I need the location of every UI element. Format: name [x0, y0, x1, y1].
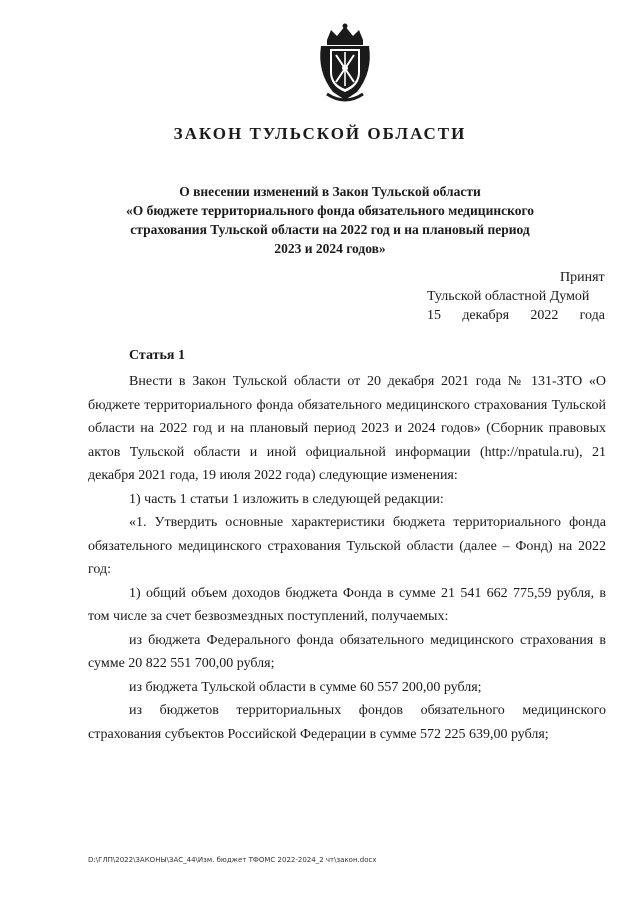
tula-coat-of-arms-emblem	[313, 22, 377, 104]
paragraph: 1) часть 1 статьи 1 изложить в следующей редакции:	[129, 491, 444, 507]
adopted-year-word: года	[579, 308, 605, 323]
paragraph: 1) общий объем доходов бюджета Фонда в сумме 21 541 662 775,59 рубля, в том числе за счет безвозмездных поступлений, получаемых:	[88, 585, 606, 624]
heading-line: страхования Тульской области на 2022 год и на плановый период	[130, 222, 530, 237]
paragraph: из бюджета Федерального фонда обязательного медицинского страхования в сумме 20 822 551 700,00 рубля;	[88, 632, 606, 671]
adopted-label: Принят	[560, 270, 605, 285]
paragraph: из бюджета Тульской области в сумме 60 557 200,00 рубля;	[129, 679, 482, 695]
file-path-footer: D:\ГЛП\2022\ЗАКОНЫ\ЗАС_44\Изм. бюджет ТФОМС 2022-2024_2 чт\закон.docx	[88, 856, 377, 864]
heading-line: О внесении изменений в Закон Тульской области	[179, 184, 481, 199]
adopted-month: декабря	[462, 308, 510, 323]
paragraph: Внести в Закон Тульской области от 20 декабря 2021 года № 131-ЗТО «О бюджете территориального фонда обязательного медицинского страхования Тульской области на 2022 год и на плановый период 2023 и 2024 годов» (Сборник правовых актов Тульской области и иной официальной информации (http://npatula.ru), 21 декабря 2021 года, 19 июля 2022 года) следующие изменения:	[88, 374, 606, 483]
adopted-year: 2022	[530, 308, 559, 323]
law-heading	[100, 182, 560, 258]
adopted-by: Тульской областной Думой	[427, 289, 590, 304]
adopted-date	[427, 306, 605, 325]
heading-line: 2023 и 2024 годов»	[274, 241, 386, 256]
paragraph: из бюджетов территориальных фондов обязательного медицинского страхования субъектов Российской Федерации в сумме 572 225 639,00 рубля;	[88, 703, 606, 742]
law-title: ЗАКОН ТУЛЬСКОЙ ОБЛАСТИ	[173, 124, 467, 143]
article-title: Статья 1	[129, 348, 185, 363]
paragraph: «1. Утвердить основные характеристики бюджета территориального фонда обязательного медицинского страхования Тульской области (далее – Фонд) на 2022 год:	[88, 515, 606, 577]
adopted-day: 15	[427, 308, 441, 323]
article-body	[88, 370, 606, 746]
heading-line: «О бюджете территориального фонда обязательного медицинского	[125, 203, 535, 218]
